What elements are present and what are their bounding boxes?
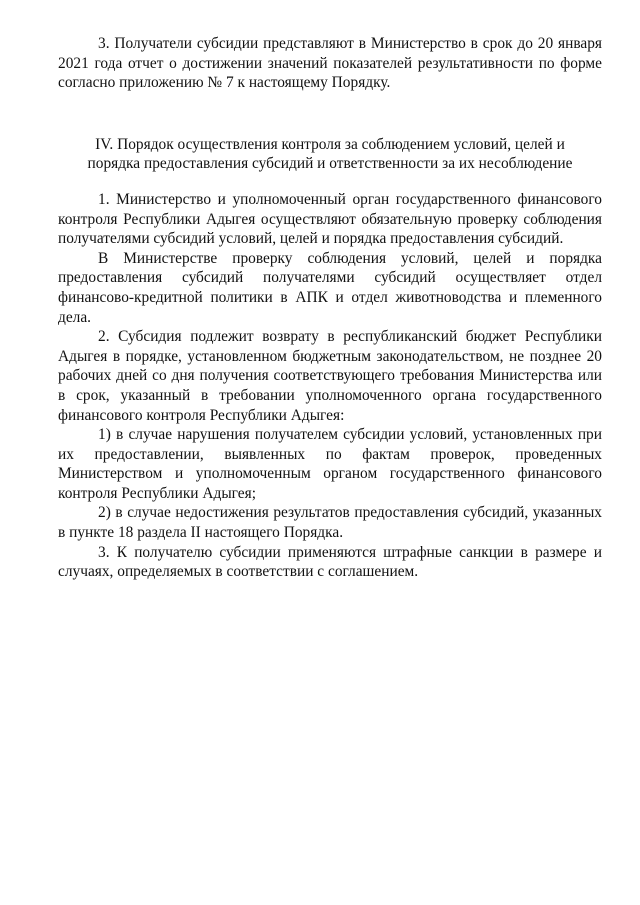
penalty-paragraph: 3. К получателю субсидии применяются штрафные санкции в размере и случаях, определяемых в соответствии с соглашением. (58, 543, 602, 581)
document-body (58, 34, 602, 582)
section-heading-line-2: порядка предоставления субсидий и ответственности за их несоблюдение (87, 155, 573, 173)
subsidy-return-paragraph: 2. Субсидия подлежит возврату в республиканский бюджет Республики Адыгея в порядке, установленном бюджетным законодательством, не позднее 20 рабочих дней со дня получения соответствующего требования Министерства или в срок, указанный в требовании уполномоченного органа государственного финансового контроля Республики Адыгея: (58, 328, 602, 424)
violation-case-paragraph: 1) в случае нарушения получателем субсидии условий, установленных при их предоставлении, выявленных по фактам проверок, проведенных Министерством и уполномоченным органом государственного финансового контроля Республики Адыгея; (58, 426, 602, 502)
nonachievement-case-paragraph: 2) в случае недостижения результатов предоставления субсидий, указанных в пункте 18 раздела II настоящего Порядка. (58, 504, 602, 542)
section-heading-line-1: IV. Порядок осуществления контроля за соблюдением условий, целей и (95, 135, 565, 153)
report-deadline-paragraph: 3. Получатели субсидии представляют в Министерство в срок до 20 января 2021 года отчет о достижении значений показателей результативности по форме согласно приложению № 7 к настоящему Порядку. (58, 35, 602, 92)
section-iv-heading (58, 135, 602, 174)
ministry-responsibility-paragraph: В Министерстве проверку соблюдения условий, целей и порядка предоставления субсидий получателями субсидий осуществляет отдел финансово-кредитной политики в АПК и отдел животноводства и племенного дела. (58, 249, 602, 326)
control-paragraph-1: 1. Министерство и уполномоченный орган государственного финансового контроля Республики Адыгея осуществляют обязательную проверку соблюдения получателями субсидий условий, целей и порядка предоставления субсидий. (58, 190, 602, 248)
